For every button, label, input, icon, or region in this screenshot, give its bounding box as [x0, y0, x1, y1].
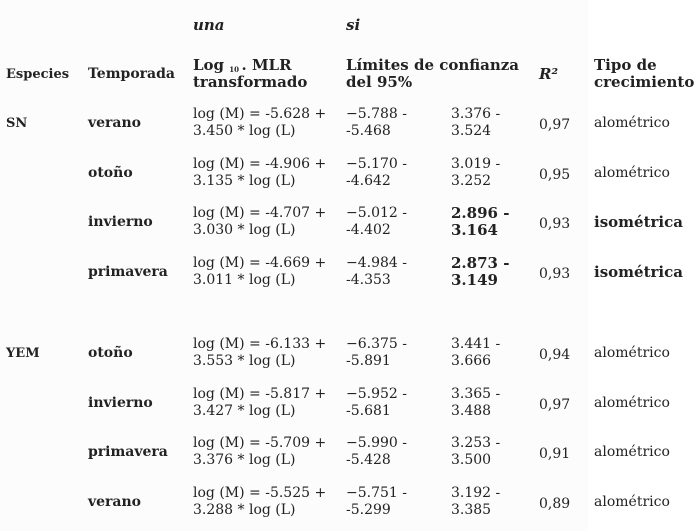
- r2-cell: 0,97: [539, 397, 571, 413]
- ci-lower-line1: −5.012 -: [346, 205, 407, 221]
- ci-lower-line2: -5.681: [346, 403, 391, 419]
- growth-cell: alométrico: [594, 395, 670, 411]
- ci-upper-line2: 3.488: [451, 403, 492, 419]
- equation-line1: log (M) = -5.628 +: [193, 106, 327, 122]
- header-growth-line2: crecimiento: [594, 73, 695, 91]
- header-ci-line1: Límites de confianza: [346, 56, 520, 74]
- ci-upper-line2: 3.164: [451, 221, 498, 239]
- header-log-suffix: MLR: [251, 56, 292, 74]
- equation-line1: log (M) = -4.906 +: [193, 156, 327, 172]
- growth-cell: isométrica: [594, 263, 683, 281]
- r2-cell: 0,89: [539, 496, 571, 512]
- equation-line2: 3.030 * log (L): [193, 222, 296, 238]
- ci-lower-line2: -5.428: [346, 452, 391, 468]
- header-log-prefix: Log: [193, 56, 225, 74]
- ci-lower-line2: -4.402: [346, 222, 391, 238]
- ci-upper-line1: 3.365 -: [451, 386, 501, 402]
- ci-upper-line2: 3.666: [451, 353, 492, 369]
- species-cell: SN: [6, 116, 28, 131]
- growth-cell: alométrico: [594, 165, 670, 181]
- ci-lower-line2: -5.891: [346, 353, 391, 369]
- ci-upper-line1: 3.441 -: [451, 336, 501, 352]
- r2-cell: 0,93: [539, 266, 571, 282]
- growth-cell: alométrico: [594, 115, 670, 131]
- ci-lower-line1: −4.984 -: [346, 255, 407, 271]
- ci-upper-line2: 3.385: [451, 502, 492, 518]
- equation-line1: log (M) = -5.709 +: [193, 435, 327, 451]
- ci-lower-line1: −5.990 -: [346, 435, 407, 451]
- ci-lower-line1: −5.788 -: [346, 106, 407, 122]
- ci-upper-line1: 3.376 -: [451, 106, 501, 122]
- season-cell: invierno: [88, 395, 153, 411]
- season-cell: otoño: [88, 165, 133, 181]
- season-cell: verano: [88, 494, 142, 510]
- season-cell: otoño: [88, 345, 133, 361]
- equation-line2: 3.450 * log (L): [193, 123, 296, 139]
- equation-line2: 3.427 * log (L): [193, 403, 296, 419]
- equation-line2: 3.553 * log (L): [193, 353, 296, 369]
- equation-line2: 3.288 * log (L): [193, 502, 296, 518]
- r2-cell: 0,94: [539, 347, 571, 363]
- ci-lower-line2: -5.468: [346, 123, 391, 139]
- growth-cell: alométrico: [594, 494, 670, 510]
- equation-line1: log (M) = -4.707 +: [193, 205, 327, 221]
- header-log-dot: .: [241, 56, 247, 74]
- ci-lower-line2: -4.642: [346, 173, 391, 189]
- season-cell: verano: [88, 115, 142, 131]
- equation-line2: 3.135 * log (L): [193, 173, 296, 189]
- r2-cell: 0,93: [539, 216, 571, 232]
- header-growth-line1: Tipo de: [594, 56, 657, 74]
- ci-upper-line2: 3.252: [451, 173, 492, 189]
- species-cell: YEM: [6, 346, 40, 361]
- growth-cell: alométrico: [594, 444, 670, 460]
- r2-cell: 0,91: [539, 446, 571, 462]
- header-log-subscript: 10: [229, 65, 242, 74]
- header-r2: R²: [539, 65, 559, 83]
- growth-cell: isométrica: [594, 213, 683, 231]
- ci-lower-line2: -4.353: [346, 272, 391, 288]
- ci-lower-line1: −5.170 -: [346, 156, 407, 172]
- header-log-line2: transformado: [193, 73, 308, 91]
- ci-upper-line2: 3.500: [451, 452, 492, 468]
- header-season: Temporada: [88, 66, 175, 82]
- ci-upper-line1: 2.873 -: [451, 254, 510, 272]
- season-cell: primavera: [88, 444, 168, 460]
- equation-line2: 3.376 * log (L): [193, 452, 296, 468]
- r2-cell: 0,95: [539, 167, 571, 183]
- ci-upper-line2: 3.149: [451, 271, 498, 289]
- ci-lower-line1: −6.375 -: [346, 336, 407, 352]
- header-note-a: una: [193, 16, 225, 34]
- equation-line1: log (M) = -4.669 +: [193, 255, 327, 271]
- r2-cell: 0,97: [539, 117, 571, 133]
- equation-line1: log (M) = -6.133 +: [193, 336, 327, 352]
- header-note-b: si: [346, 16, 361, 34]
- header-species: Especies: [6, 67, 70, 82]
- ci-upper-line2: 3.524: [451, 123, 492, 139]
- header-ci-line2: del 95%: [346, 73, 413, 91]
- ci-lower-line2: -5.299: [346, 502, 391, 518]
- equation-line2: 3.011 * log (L): [193, 272, 296, 288]
- ci-upper-line1: 3.253 -: [451, 435, 501, 451]
- equation-line1: log (M) = -5.817 +: [193, 386, 327, 402]
- ci-upper-line1: 3.192 -: [451, 485, 501, 501]
- equation-line1: log (M) = -5.525 +: [193, 485, 327, 501]
- ci-upper-line1: 2.896 -: [451, 204, 510, 222]
- season-cell: primavera: [88, 264, 168, 280]
- ci-lower-line1: −5.751 -: [346, 485, 407, 501]
- season-cell: invierno: [88, 214, 153, 230]
- ci-upper-line1: 3.019 -: [451, 156, 501, 172]
- growth-cell: alométrico: [594, 345, 670, 361]
- ci-lower-line1: −5.952 -: [346, 386, 407, 402]
